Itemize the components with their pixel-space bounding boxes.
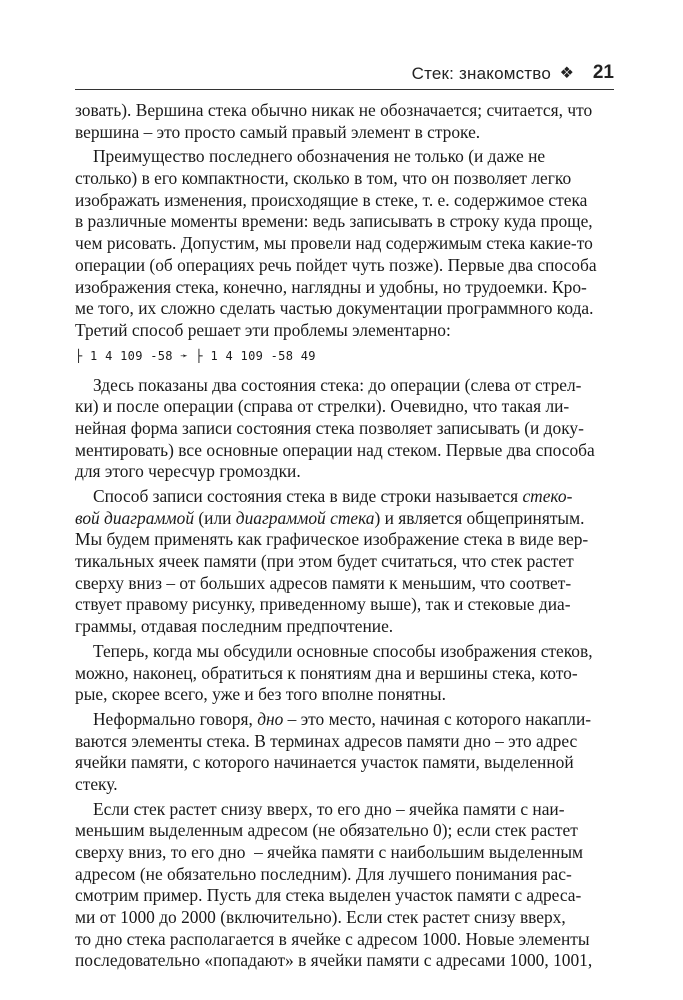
text-line: вершина – это просто самый правый элемент в строке. — [75, 121, 481, 142]
text-line: сверху вниз, то его дно – ячейка памяти с наибольшим выделенным — [75, 842, 584, 862]
text-line: последовательно «попадают» в ячейки памяти с адресами 1000, 1001, — [75, 950, 593, 971]
page-body — [75, 100, 614, 972]
text-line: рые, скорее всего, уже и без того вполне понятны. — [75, 684, 446, 705]
text-line: Неформально говоря, дно – это место, начиная с которого накапли- — [93, 708, 592, 729]
text-line: меньшим выделенным адресом (не обязательно 0); если стек растет — [75, 820, 578, 841]
text-line: смотрим пример. Пусть для стека выделен участок памяти с адреса- — [75, 885, 582, 906]
italic-term: стеко- — [522, 486, 573, 506]
text-line: Преимущество последнего обозначения не только (и даже не — [93, 146, 546, 167]
text-line: зовать). Вершина стека обычно никак не обозначается; считается, что — [75, 100, 593, 120]
text-line: Если стек растет снизу вверх, то его дно – ячейка памяти с наи- — [93, 798, 565, 819]
text-line: в различные моменты времени: ведь записывать в строку куда проще, — [75, 211, 593, 232]
text-line: стеку. — [75, 773, 118, 794]
italic-term: дно — [257, 708, 284, 729]
paragraph — [75, 375, 614, 483]
text-line: ваются элементы стека. В терминах адресов памяти дно – это адрес — [75, 730, 578, 751]
header-rule — [75, 89, 614, 90]
text-line: вой диаграммой (или диаграммой стека) и является общепринятым. — [75, 507, 585, 528]
text-line: тикальных ячеек памяти (при этом будет считаться, что стек растет — [75, 551, 574, 572]
text-line: ме того, их сложно сделать частью документации программного кода. — [75, 298, 594, 319]
running-title: Стек: знакомство — [411, 64, 551, 83]
paragraph — [75, 709, 614, 796]
italic-term: диаграммой стека — [235, 507, 375, 528]
text-line: ментировать) все основные операции над стеком. Первые два способа — [75, 439, 595, 460]
page-number: 21 — [592, 62, 614, 83]
text-line: ствует правому рисунку, приведенному выше), так и стековые диа- — [75, 594, 571, 615]
text-line: чем рисовать. Допустим, мы провели над содержимым стека какие-то — [75, 233, 593, 254]
italic-term: вой диаграммой — [75, 507, 195, 528]
ornament-icon: ❖ — [559, 65, 574, 82]
text-line: ми от 1000 до 2000 (включительно). Если стек растет снизу вверх, — [75, 907, 566, 928]
text-line: Третий способ решает эти проблемы элементарно: — [75, 319, 451, 340]
stack-diagram-code: ├ 1 4 109 -58 ➛ ├ 1 4 109 -58 49 — [75, 348, 316, 363]
text-line: Теперь, когда мы обсудили основные способы изображения стеков, — [93, 640, 593, 661]
text-line: ки) и после операции (справа от стрелки). Очевидно, что такая ли- — [75, 396, 570, 417]
text-line: Мы будем применять как графическое изображение стека в виде вер- — [75, 529, 589, 550]
text-line: сверху вниз – от больших адресов памяти к меньшим, что соответ- — [75, 572, 572, 593]
text-line: для этого чересчур громоздки. — [75, 461, 301, 482]
text-line: операции (об операциях речь пойдет чуть позже). Первые два способа — [75, 254, 597, 275]
text-line: изображать изменения, происходящие в стеке, т. е. содержимое стека — [75, 189, 588, 210]
paragraph — [75, 146, 614, 341]
running-header — [75, 62, 614, 86]
text-line: Способ записи состояния стека в виде строки называется стеко- — [93, 486, 573, 506]
paragraph — [75, 100, 614, 143]
text-line: изображения стека, конечно, наглядны и удобны, но трудоемки. Кро- — [75, 276, 587, 297]
paragraph — [75, 799, 614, 973]
text-line: ячейки памяти, с которого начинается участок памяти, выделенной — [75, 752, 574, 773]
text-line: адресом (не обязательно последним). Для лучшего понимания рас- — [75, 863, 572, 884]
text-line: нейная форма записи состояния стека позволяет записывать (и доку- — [75, 417, 584, 438]
text-line: столько) в его компактности, сколько в том, что он позволяет легко — [75, 168, 572, 189]
paragraph — [75, 486, 614, 638]
text-line: Здесь показаны два состояния стека: до операции (слева от стрел- — [93, 374, 582, 395]
text-line: можно, наконец, обратиться к понятиям дна и вершины стека, кото- — [75, 662, 578, 683]
text-line: граммы, отдавая последним предпочтение. — [75, 616, 394, 637]
paragraph — [75, 641, 614, 706]
text-line: то дно стека располагается в ячейке с адресом 1000. Новые элементы — [75, 928, 590, 949]
